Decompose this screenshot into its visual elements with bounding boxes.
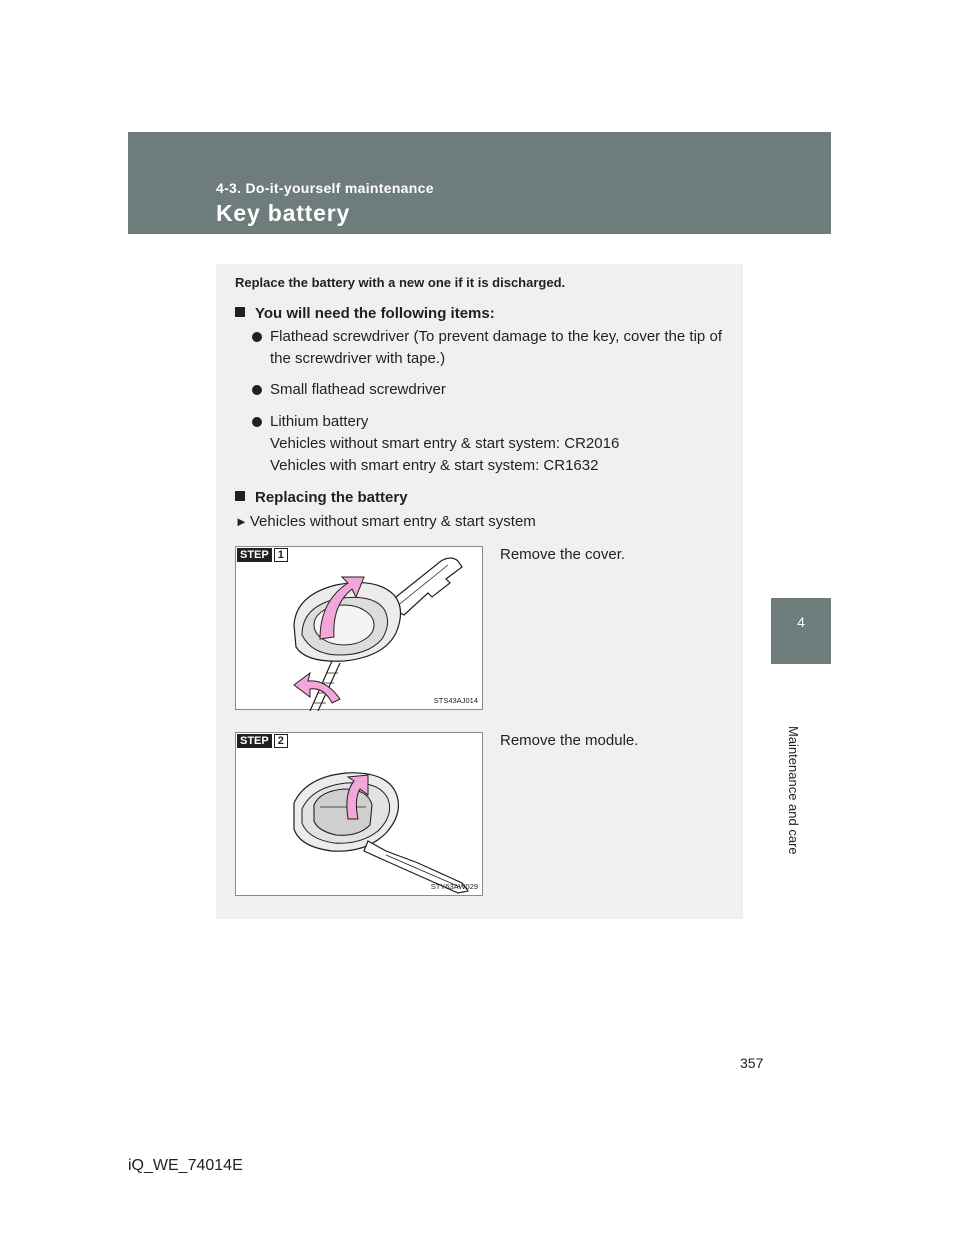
step-badge: STEP 1 xyxy=(237,548,288,562)
round-bullet-icon xyxy=(252,385,262,395)
items-heading: You will need the following items: xyxy=(235,305,495,322)
triangle-right-icon: ► xyxy=(235,514,248,529)
section-label: 4-3. Do-it-yourself maintenance xyxy=(216,180,434,196)
replace-heading: Replacing the battery xyxy=(235,489,408,506)
step-1-instruction: Remove the cover. xyxy=(500,546,626,563)
intro-text: Replace the battery with a new one if it is discharged. xyxy=(235,275,566,290)
battery-note: Vehicles with smart entry & start system: CR1632 xyxy=(270,457,599,474)
key-module-illustration xyxy=(236,733,484,897)
section-header xyxy=(128,132,831,234)
battery-note: Vehicles without smart entry & start system: CR2016 xyxy=(270,435,620,452)
step-1-figure xyxy=(235,546,483,710)
list-item: Small flathead screwdriver xyxy=(252,379,722,401)
figure-code: STS43AJ014 xyxy=(433,696,478,705)
list-item: Lithium battery Vehicles without smart entry & start system: CR2016 Vehicles with smart entry & start system: CR1632 xyxy=(252,411,722,477)
content-box xyxy=(216,264,743,919)
square-bullet-icon xyxy=(235,307,245,317)
figure-code: STY63AW029 xyxy=(430,882,478,891)
square-bullet-icon xyxy=(235,491,245,501)
page-title: Key battery xyxy=(216,200,351,226)
chapter-number: 4 xyxy=(797,614,805,630)
chapter-tab xyxy=(771,598,831,664)
chapter-label: Maintenance and care xyxy=(786,726,801,855)
document-code: iQ_WE_74014E xyxy=(128,1157,243,1174)
step-2-instruction: Remove the module. xyxy=(500,732,639,749)
key-cover-illustration xyxy=(236,547,484,711)
step-2-figure xyxy=(235,732,483,896)
round-bullet-icon xyxy=(252,417,262,427)
list-item: Flathead screwdriver (To prevent damage to the key, cover the tip of the screwdriver with tape.) xyxy=(252,326,722,370)
subheading: ► Vehicles without smart entry & start system xyxy=(235,513,536,530)
step-badge: STEP 2 xyxy=(237,734,288,748)
round-bullet-icon xyxy=(252,332,262,342)
page-number: 357 xyxy=(740,1055,764,1071)
